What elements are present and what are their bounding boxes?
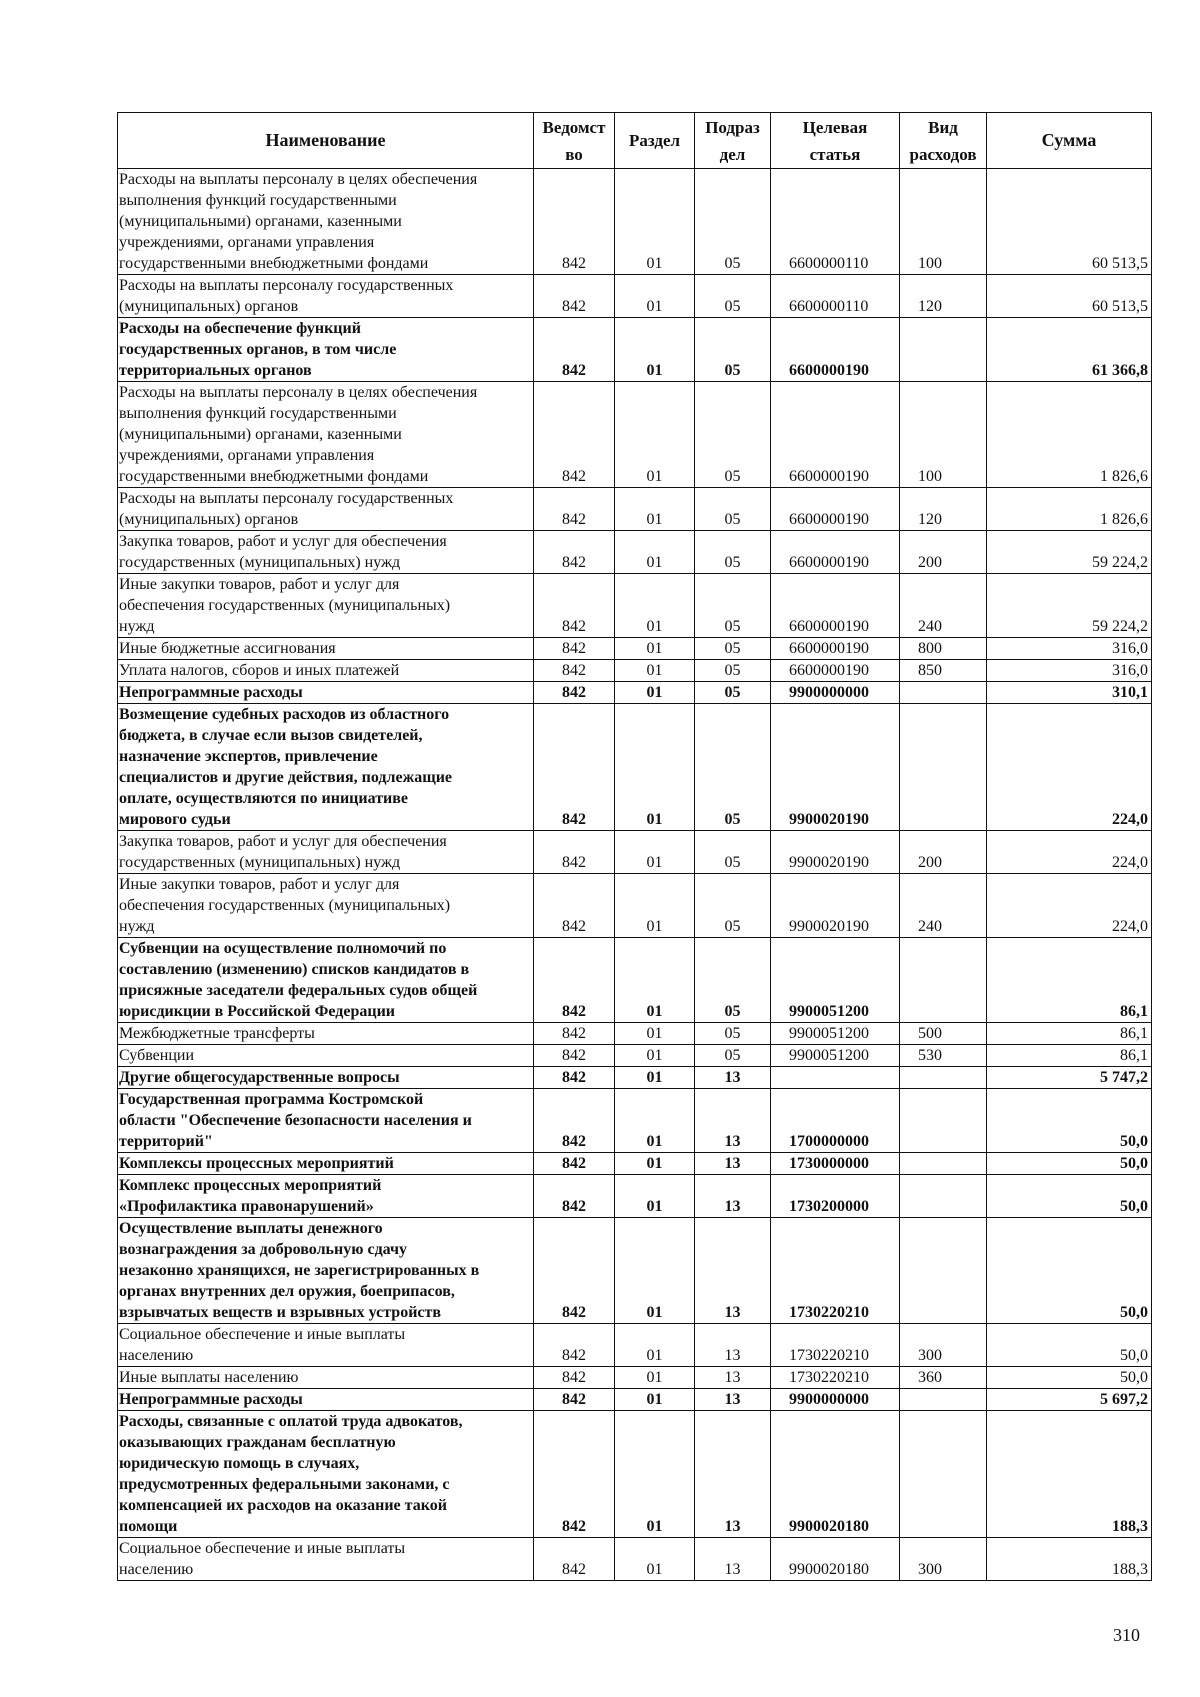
row-section: 01	[615, 831, 695, 874]
row-subsection: 13	[695, 1411, 771, 1538]
row-subsection: 05	[695, 704, 771, 831]
row-dept: 842	[534, 704, 615, 831]
table-row	[118, 638, 1152, 660]
row-subsection: 13	[695, 1175, 771, 1218]
row-target-article: 6600000190	[771, 574, 900, 638]
row-target-article: 1730220210	[771, 1367, 900, 1389]
row-subsection: 05	[695, 574, 771, 638]
row-section: 01	[615, 382, 695, 488]
row-sum: 1 826,6	[987, 382, 1152, 488]
row-expense-type: 300	[900, 1538, 987, 1581]
row-dept: 842	[534, 382, 615, 488]
row-dept: 842	[534, 638, 615, 660]
row-dept: 842	[534, 574, 615, 638]
table-row	[118, 1411, 1152, 1538]
row-subsection: 05	[695, 275, 771, 318]
row-section: 01	[615, 1218, 695, 1324]
row-subsection: 05	[695, 660, 771, 682]
row-name: Расходы на выплаты персоналу государственных (муниципальных) органов	[118, 488, 534, 531]
row-subsection: 13	[695, 1218, 771, 1324]
row-name: Иные бюджетные ассигнования	[118, 638, 534, 660]
row-section: 01	[615, 1389, 695, 1411]
row-sum: 188,3	[987, 1538, 1152, 1581]
row-section: 01	[615, 1153, 695, 1175]
row-expense-type: 530	[900, 1045, 987, 1067]
row-subsection: 05	[695, 874, 771, 938]
row-dept: 842	[534, 874, 615, 938]
row-sum: 50,0	[987, 1218, 1152, 1324]
row-sum: 60 513,5	[987, 275, 1152, 318]
row-target-article	[771, 1067, 900, 1089]
row-subsection: 05	[695, 1045, 771, 1067]
row-dept: 842	[534, 1389, 615, 1411]
table-row	[118, 874, 1152, 938]
row-target-article: 6600000190	[771, 660, 900, 682]
row-section: 01	[615, 318, 695, 382]
table-row	[118, 382, 1152, 488]
table-row	[118, 1175, 1152, 1218]
row-section: 01	[615, 1324, 695, 1367]
row-target-article: 6600000190	[771, 638, 900, 660]
row-expense-type: 240	[900, 574, 987, 638]
row-name: Осуществление выплаты денежного вознаграждения за добровольную сдачу незаконно хранящихся, не зарегистрированных в органах внутренних дел оружия, боеприпасов, взрывчатых веществ и взрывных устройств	[118, 1218, 534, 1324]
row-subsection: 05	[695, 682, 771, 704]
row-expense-type	[900, 682, 987, 704]
row-section: 01	[615, 1067, 695, 1089]
table-row	[118, 1067, 1152, 1089]
row-subsection: 05	[695, 169, 771, 275]
row-subsection: 05	[695, 382, 771, 488]
row-sum: 5 747,2	[987, 1067, 1152, 1089]
page-number: 310	[1113, 1625, 1140, 1645]
row-target-article: 6600000110	[771, 169, 900, 275]
row-sum: 86,1	[987, 1023, 1152, 1045]
row-section: 01	[615, 488, 695, 531]
row-section: 01	[615, 1023, 695, 1045]
row-sum: 50,0	[987, 1324, 1152, 1367]
table-row	[118, 1089, 1152, 1153]
row-subsection: 05	[695, 488, 771, 531]
row-dept: 842	[534, 1045, 615, 1067]
row-expense-type: 360	[900, 1367, 987, 1389]
row-sum: 86,1	[987, 1045, 1152, 1067]
table-row	[118, 1324, 1152, 1367]
header-target-article: Целевая статья	[771, 113, 900, 169]
row-name: Расходы на обеспечение функций государственных органов, в том числе территориальных органов	[118, 318, 534, 382]
table-row	[118, 531, 1152, 574]
row-section: 01	[615, 1411, 695, 1538]
row-sum: 50,0	[987, 1153, 1152, 1175]
row-section: 01	[615, 574, 695, 638]
row-subsection: 13	[695, 1153, 771, 1175]
row-expense-type: 800	[900, 638, 987, 660]
row-expense-type	[900, 1067, 987, 1089]
row-expense-type: 850	[900, 660, 987, 682]
row-expense-type	[900, 1175, 987, 1218]
row-dept: 842	[534, 1218, 615, 1324]
row-dept: 842	[534, 275, 615, 318]
row-sum: 50,0	[987, 1367, 1152, 1389]
row-name: Иные закупки товаров, работ и услуг для обеспечения государственных (муниципальных) нужд	[118, 574, 534, 638]
row-target-article: 6600000190	[771, 318, 900, 382]
row-name: Комплексы процессных мероприятий	[118, 1153, 534, 1175]
budget-table-container	[117, 112, 1151, 1581]
table-row	[118, 1389, 1152, 1411]
row-name: Возмещение судебных расходов из областного бюджета, в случае если вызов свидетелей, назначение экспертов, привлечение специалистов и другие действия, подлежащие оплате, осуществляются по инициативе мирового судьи	[118, 704, 534, 831]
row-sum: 1 826,6	[987, 488, 1152, 531]
row-section: 01	[615, 938, 695, 1023]
row-section: 01	[615, 169, 695, 275]
row-sum: 86,1	[987, 938, 1152, 1023]
row-sum: 5 697,2	[987, 1389, 1152, 1411]
row-sum: 310,1	[987, 682, 1152, 704]
row-dept: 842	[534, 1411, 615, 1538]
row-target-article: 9900020190	[771, 874, 900, 938]
table-row	[118, 169, 1152, 275]
row-sum: 224,0	[987, 704, 1152, 831]
row-name: Социальное обеспечение и иные выплаты населению	[118, 1538, 534, 1581]
row-sum: 188,3	[987, 1411, 1152, 1538]
row-target-article: 9900020180	[771, 1411, 900, 1538]
row-dept: 842	[534, 169, 615, 275]
row-dept: 842	[534, 938, 615, 1023]
row-name: Иные выплаты населению	[118, 1367, 534, 1389]
table-row	[118, 318, 1152, 382]
row-sum: 224,0	[987, 831, 1152, 874]
row-dept: 842	[534, 531, 615, 574]
row-target-article: 9900020190	[771, 704, 900, 831]
row-sum: 316,0	[987, 638, 1152, 660]
table-row	[118, 1153, 1152, 1175]
table-row	[118, 1045, 1152, 1067]
row-expense-type: 300	[900, 1324, 987, 1367]
row-section: 01	[615, 874, 695, 938]
row-dept: 842	[534, 660, 615, 682]
row-name: Социальное обеспечение и иные выплаты населению	[118, 1324, 534, 1367]
row-subsection: 05	[695, 531, 771, 574]
row-name: Непрограммные расходы	[118, 682, 534, 704]
row-section: 01	[615, 1045, 695, 1067]
row-sum: 60 513,5	[987, 169, 1152, 275]
row-dept: 842	[534, 1538, 615, 1581]
row-dept: 842	[534, 682, 615, 704]
row-dept: 842	[534, 1023, 615, 1045]
row-target-article: 6600000190	[771, 488, 900, 531]
row-name: Субвенции на осуществление полномочий по составлению (изменению) списков кандидатов в присяжные заседатели федеральных судов общей юрисдикции в Российской Федерации	[118, 938, 534, 1023]
row-target-article: 9900051200	[771, 1023, 900, 1045]
table-row	[118, 831, 1152, 874]
row-target-article: 9900051200	[771, 938, 900, 1023]
row-name: Межбюджетные трансферты	[118, 1023, 534, 1045]
row-expense-type	[900, 1153, 987, 1175]
row-sum: 316,0	[987, 660, 1152, 682]
row-target-article: 1700000000	[771, 1089, 900, 1153]
row-name: Субвенции	[118, 1045, 534, 1067]
row-target-article: 9900000000	[771, 682, 900, 704]
row-name: Расходы на выплаты персоналу государственных (муниципальных) органов	[118, 275, 534, 318]
row-section: 01	[615, 704, 695, 831]
row-subsection: 13	[695, 1067, 771, 1089]
row-section: 01	[615, 1175, 695, 1218]
row-dept: 842	[534, 1067, 615, 1089]
row-subsection: 13	[695, 1089, 771, 1153]
budget-table	[117, 112, 1152, 1581]
row-expense-type	[900, 1218, 987, 1324]
row-section: 01	[615, 1089, 695, 1153]
row-target-article: 1730000000	[771, 1153, 900, 1175]
row-name: Закупка товаров, работ и услуг для обеспечения государственных (муниципальных) нужд	[118, 531, 534, 574]
row-dept: 842	[534, 488, 615, 531]
row-subsection: 05	[695, 1023, 771, 1045]
row-expense-type: 120	[900, 275, 987, 318]
row-name: Государственная программа Костромской области "Обеспечение безопасности населения и территорий"	[118, 1089, 534, 1153]
row-dept: 842	[534, 1175, 615, 1218]
row-expense-type: 200	[900, 831, 987, 874]
table-row	[118, 1023, 1152, 1045]
row-subsection: 13	[695, 1324, 771, 1367]
row-expense-type	[900, 704, 987, 831]
row-dept: 842	[534, 1324, 615, 1367]
row-name: Комплекс процессных мероприятий «Профилактика правонарушений»	[118, 1175, 534, 1218]
table-row	[118, 1367, 1152, 1389]
row-subsection: 05	[695, 638, 771, 660]
table-row	[118, 1218, 1152, 1324]
header-subsection: Подраз дел	[695, 113, 771, 169]
row-target-article: 9900051200	[771, 1045, 900, 1067]
row-dept: 842	[534, 318, 615, 382]
row-expense-type: 500	[900, 1023, 987, 1045]
row-name: Расходы, связанные с оплатой труда адвокатов, оказывающих гражданам бесплатную юридическую помощь в случаях, предусмотренных федеральными законами, с компенсацией их расходов на оказание такой помощи	[118, 1411, 534, 1538]
row-subsection: 13	[695, 1367, 771, 1389]
row-name: Расходы на выплаты персоналу в целях обеспечения выполнения функций государственными (муниципальными) органами, казенными учреждениями, органами управления государственными внебюджетными фондами	[118, 169, 534, 275]
row-dept: 842	[534, 831, 615, 874]
row-expense-type: 200	[900, 531, 987, 574]
row-name: Иные закупки товаров, работ и услуг для обеспечения государственных (муниципальных) нужд	[118, 874, 534, 938]
row-target-article: 9900020190	[771, 831, 900, 874]
row-section: 01	[615, 1367, 695, 1389]
row-sum: 224,0	[987, 874, 1152, 938]
row-target-article: 9900020180	[771, 1538, 900, 1581]
table-row	[118, 704, 1152, 831]
row-section: 01	[615, 638, 695, 660]
row-sum: 59 224,2	[987, 574, 1152, 638]
row-section: 01	[615, 682, 695, 704]
row-target-article: 6600000190	[771, 531, 900, 574]
row-expense-type	[900, 1411, 987, 1538]
table-row	[118, 275, 1152, 318]
row-name: Расходы на выплаты персоналу в целях обеспечения выполнения функций государственными (муниципальными) органами, казенными учреждениями, органами управления государственными внебюджетными фондами	[118, 382, 534, 488]
row-section: 01	[615, 660, 695, 682]
row-dept: 842	[534, 1089, 615, 1153]
row-target-article: 9900000000	[771, 1389, 900, 1411]
header-section: Раздел	[615, 113, 695, 169]
row-expense-type	[900, 1389, 987, 1411]
row-section: 01	[615, 531, 695, 574]
row-name: Закупка товаров, работ и услуг для обеспечения государственных (муниципальных) нужд	[118, 831, 534, 874]
table-row	[118, 660, 1152, 682]
row-expense-type	[900, 318, 987, 382]
row-section: 01	[615, 1538, 695, 1581]
row-section: 01	[615, 275, 695, 318]
row-target-article: 1730220210	[771, 1218, 900, 1324]
row-subsection: 05	[695, 831, 771, 874]
table-row	[118, 938, 1152, 1023]
row-subsection: 05	[695, 938, 771, 1023]
row-sum: 61 366,8	[987, 318, 1152, 382]
row-expense-type: 100	[900, 169, 987, 275]
header-expense-type: Вид расходов	[900, 113, 987, 169]
header-dept: Ведомст во	[534, 113, 615, 169]
row-sum: 50,0	[987, 1089, 1152, 1153]
row-target-article: 6600000190	[771, 382, 900, 488]
row-target-article: 1730220210	[771, 1324, 900, 1367]
row-expense-type: 120	[900, 488, 987, 531]
row-name: Уплата налогов, сборов и иных платежей	[118, 660, 534, 682]
row-subsection: 05	[695, 318, 771, 382]
table-row	[118, 488, 1152, 531]
row-target-article: 1730200000	[771, 1175, 900, 1218]
table-row	[118, 574, 1152, 638]
row-expense-type: 240	[900, 874, 987, 938]
table-header-row	[118, 113, 1152, 169]
row-name: Другие общегосударственные вопросы	[118, 1067, 534, 1089]
row-subsection: 13	[695, 1389, 771, 1411]
table-row	[118, 1538, 1152, 1581]
row-expense-type	[900, 938, 987, 1023]
row-dept: 842	[534, 1367, 615, 1389]
row-expense-type	[900, 1089, 987, 1153]
table-row	[118, 682, 1152, 704]
row-sum: 59 224,2	[987, 531, 1152, 574]
row-expense-type: 100	[900, 382, 987, 488]
row-sum: 50,0	[987, 1175, 1152, 1218]
row-name: Непрограммные расходы	[118, 1389, 534, 1411]
header-name: Наименование	[118, 113, 534, 169]
row-dept: 842	[534, 1153, 615, 1175]
row-target-article: 6600000110	[771, 275, 900, 318]
header-sum: Сумма	[987, 113, 1152, 169]
row-subsection: 13	[695, 1538, 771, 1581]
